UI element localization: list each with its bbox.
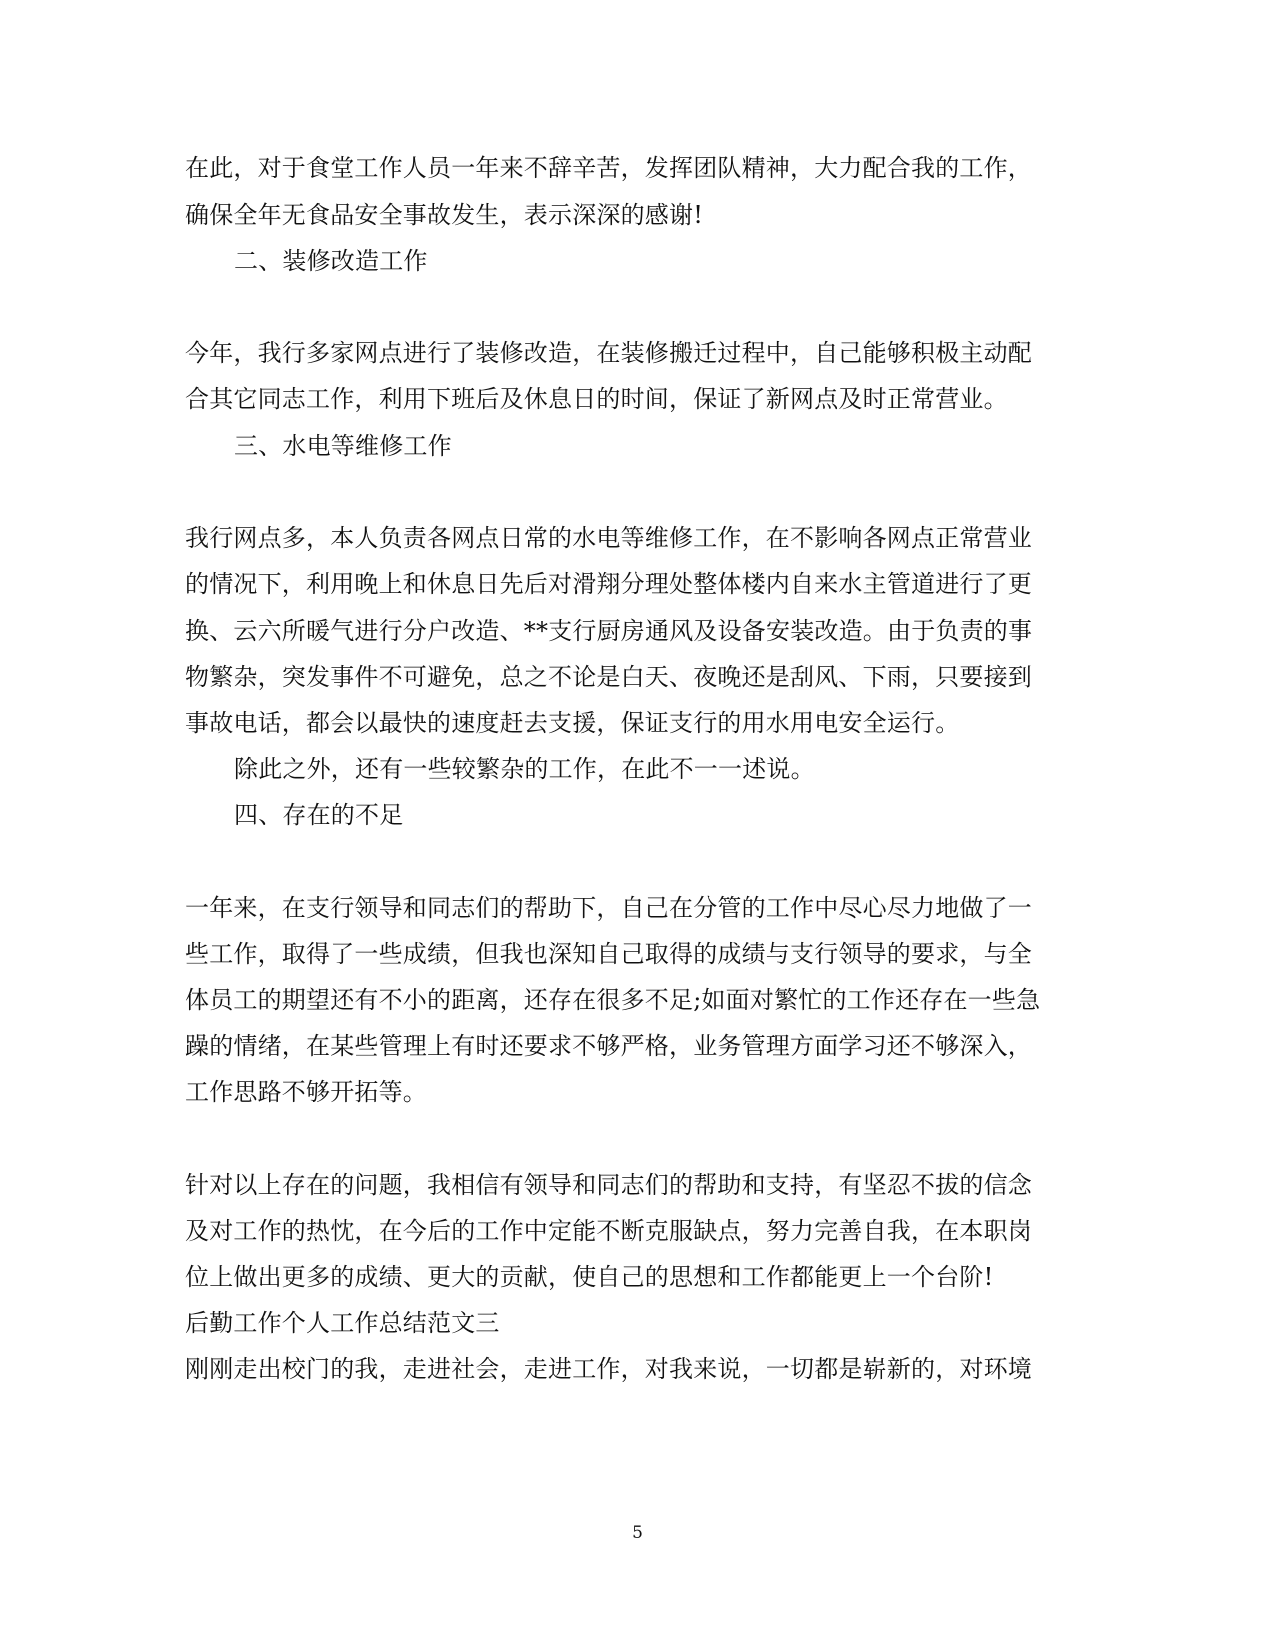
paragraph-maintenance-line-2: 的情况下，利用晚上和休息日先后对滑翔分理处整体楼内自来水主管道进行了更 <box>185 570 1032 598</box>
paragraph-maintenance-line-5: 事故电话，都会以最快的速度赶去支援，保证支行的用水用电安全运行。 <box>185 709 960 737</box>
paragraph-shortcomings-line-3: 体员工的期望还有不小的距离，还存在很多不足;如面对繁忙的工作还存在一些急 <box>185 986 1041 1014</box>
paragraph-shortcomings-line-1: 一年来，在支行领导和同志们的帮助下，自己在分管的工作中尽心尽力地做了一 <box>185 894 1032 922</box>
paragraph-food-line-2: 确保全年无食品安全事故发生，表示深深的感谢! <box>185 201 704 229</box>
paragraph-shortcomings-line-5: 工作思路不够开拓等。 <box>185 1078 427 1106</box>
paragraph-food-line-1: 在此，对于食堂工作人员一年来不辞辛苦，发挥团队精神，大力配合我的工作， <box>185 154 1032 182</box>
paragraph-maintenance-line-4: 物繁杂，突发事件不可避免，总之不论是白天、夜晚还是刮风、下雨，只要接到 <box>185 663 1032 691</box>
sample-article-first-line: 刚刚走出校门的我，走进社会，走进工作，对我来说，一切都是崭新的，对环境 <box>185 1355 1032 1383</box>
paragraph-outlook-line-2: 及对工作的热忱，在今后的工作中定能不断克服缺点，努力完善自我，在本职岗 <box>185 1217 1032 1245</box>
paragraph-renovation-line-1: 今年，我行多家网点进行了装修改造，在装修搬迁过程中，自己能够积极主动配 <box>185 339 1032 367</box>
section-heading-renovation: 二、装修改造工作 <box>234 247 428 275</box>
sample-article-title: 后勤工作个人工作总结范文三 <box>185 1309 500 1337</box>
paragraph-maintenance-line-3: 换、云六所暖气进行分户改造、**支行厨房通风及设备安装改造。由于负责的事 <box>185 617 1033 645</box>
section-heading-maintenance: 三、水电等维修工作 <box>234 432 452 460</box>
paragraph-shortcomings-line-2: 些工作，取得了一些成绩，但我也深知自己取得的成绩与支行领导的要求，与全 <box>185 940 1032 968</box>
page-number: 5 <box>632 1523 643 1543</box>
paragraph-shortcomings-line-4: 躁的情绪，在某些管理上有时还要求不够严格，业务管理方面学习还不够深入， <box>185 1032 1032 1060</box>
section-heading-shortcomings: 四、存在的不足 <box>234 801 404 829</box>
paragraph-outlook-line-1: 针对以上存在的问题，我相信有领导和同志们的帮助和支持，有坚忍不拔的信念 <box>185 1171 1032 1199</box>
paragraph-other-work: 除此之外，还有一些较繁杂的工作，在此不一一述说。 <box>234 755 815 783</box>
paragraph-renovation-line-2: 合其它同志工作，利用下班后及休息日的时间，保证了新网点及时正常营业。 <box>185 385 1008 413</box>
paragraph-outlook-line-3: 位上做出更多的成绩、更大的贡献，使自己的思想和工作都能更上一个台阶! <box>185 1263 994 1291</box>
paragraph-maintenance-line-1: 我行网点多，本人负责各网点日常的水电等维修工作，在不影响各网点正常营业 <box>185 524 1032 552</box>
